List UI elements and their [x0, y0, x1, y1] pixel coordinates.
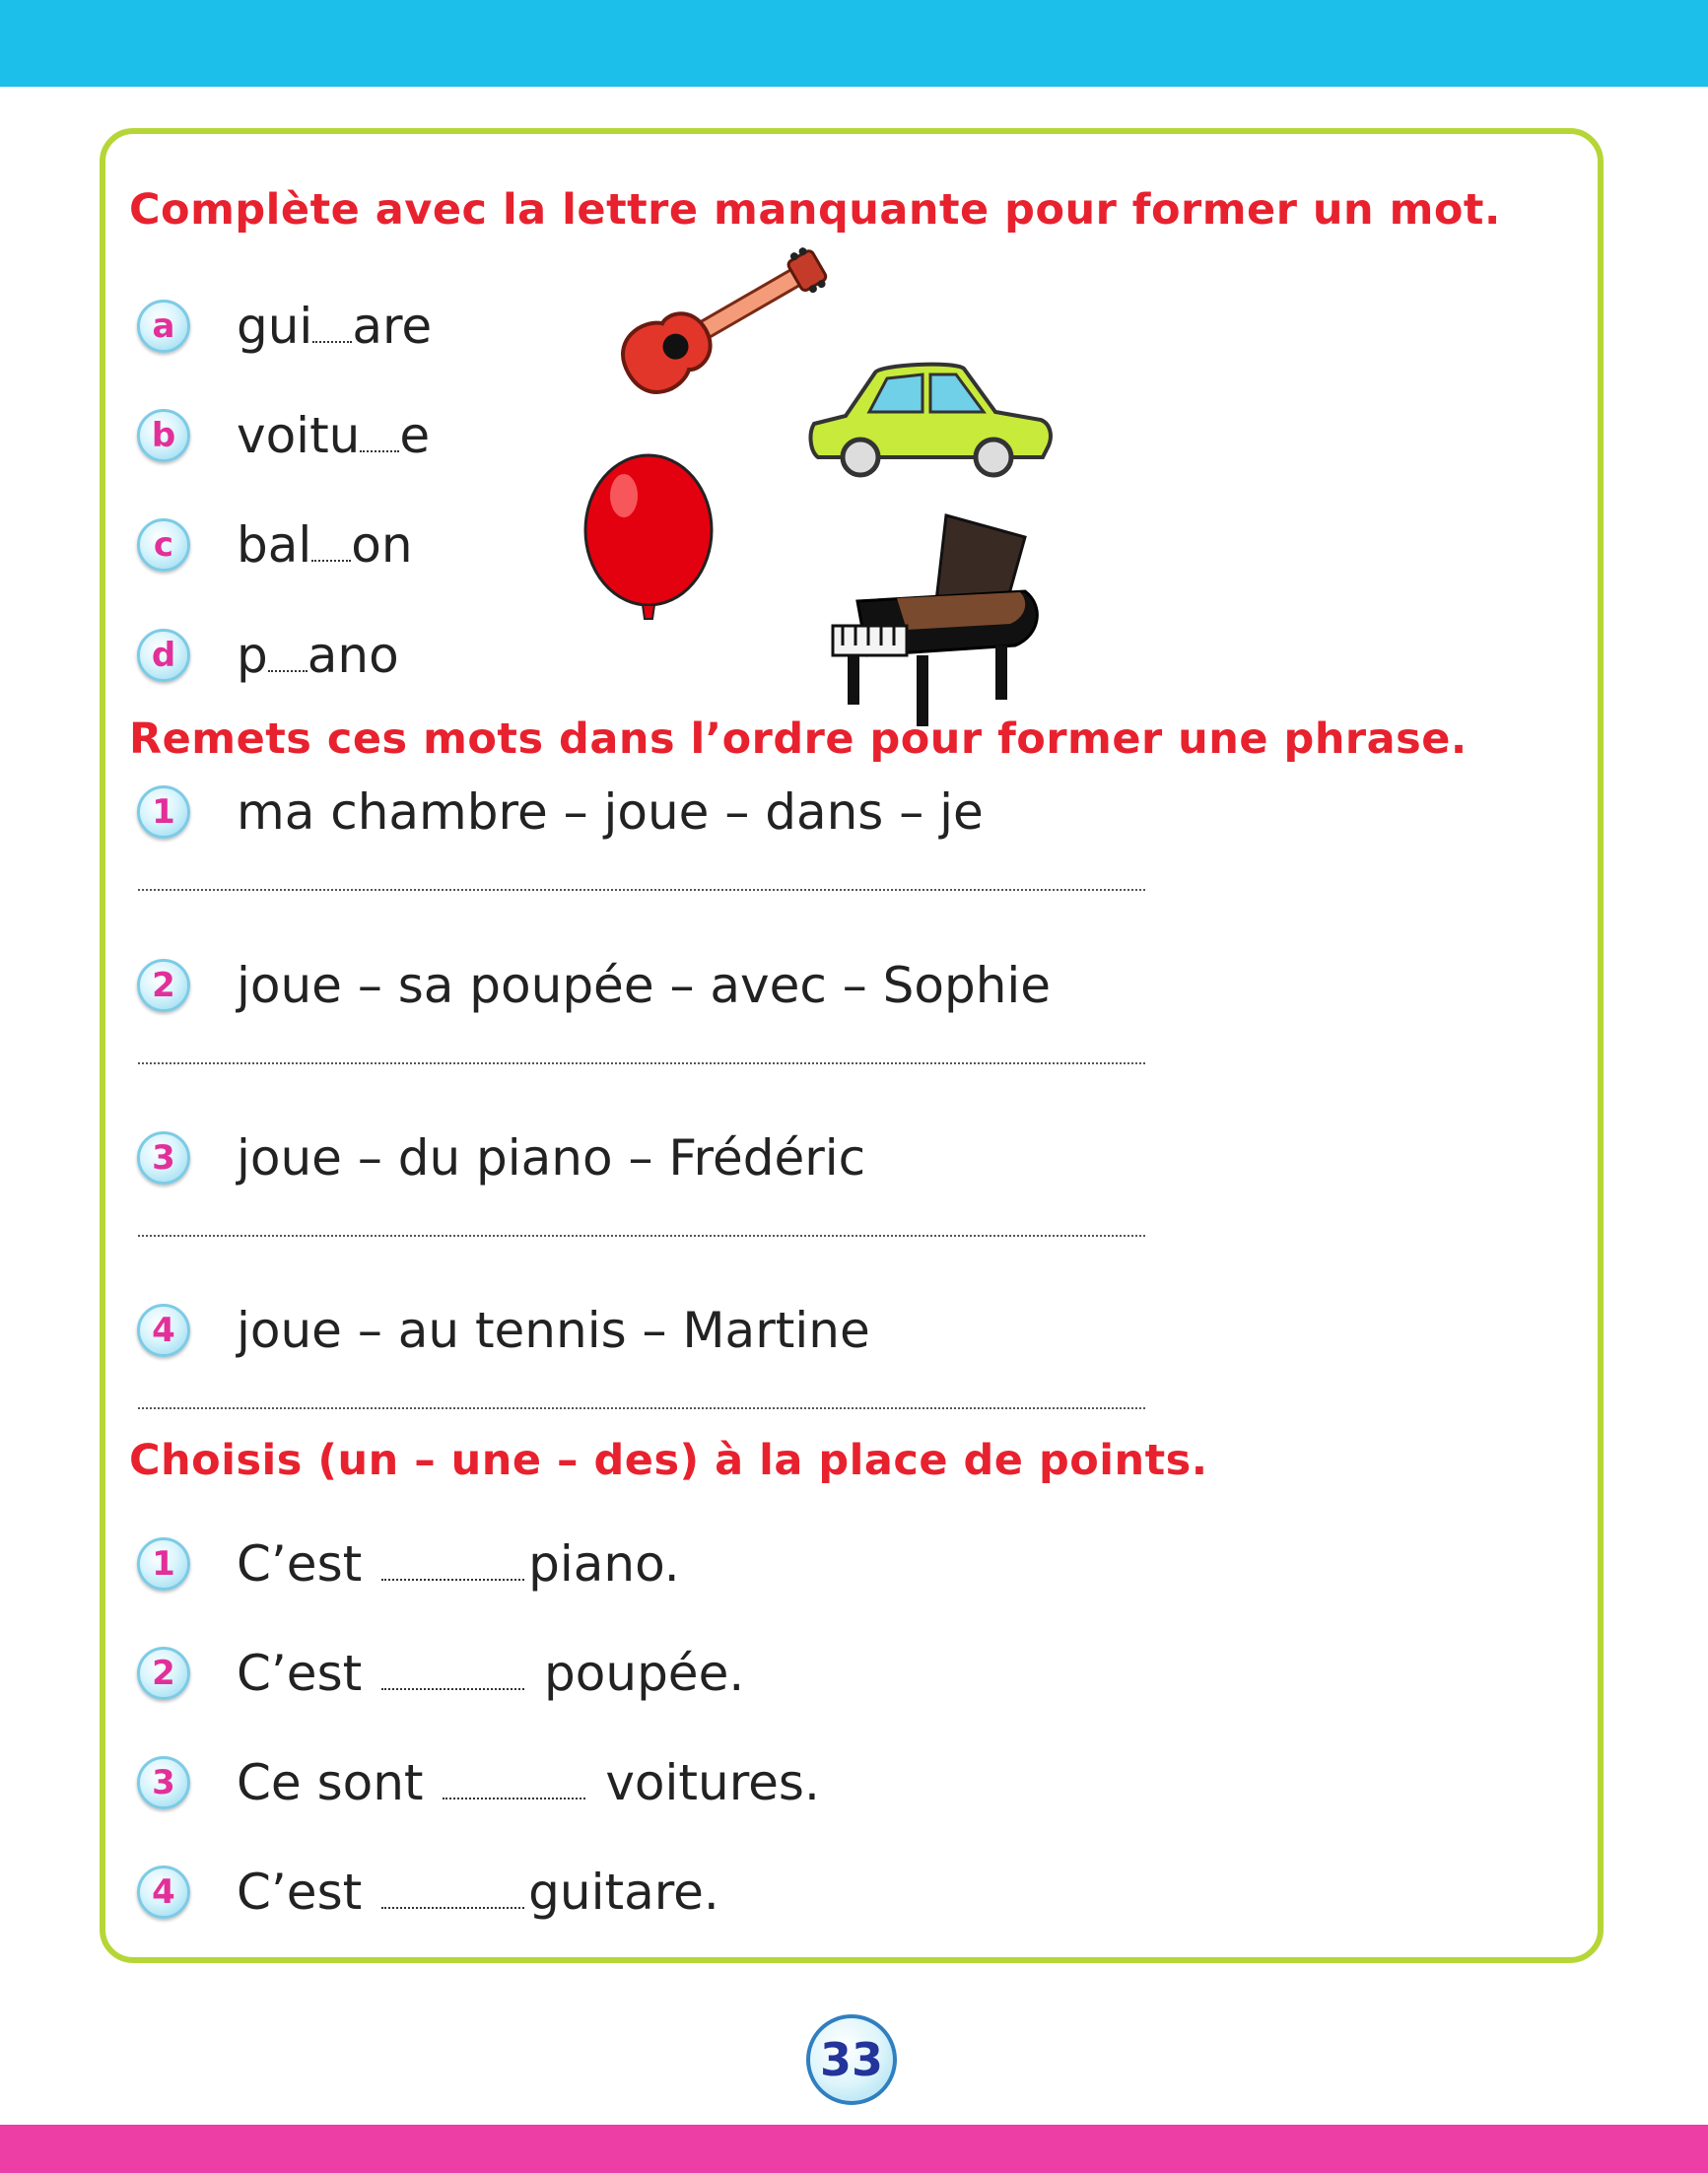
article-sentence-3	[237, 1754, 820, 1811]
article-blank[interactable]	[443, 1783, 585, 1800]
exercise2-instruction: Remets ces mots dans l’ordre pour former une phrase.	[129, 714, 1468, 764]
marker-badge-4: 4	[137, 1304, 190, 1357]
top-color-band	[0, 0, 1708, 87]
fill-word-d	[237, 627, 399, 684]
marker-badge-4: 4	[137, 1866, 190, 1919]
sentence-end: guitare.	[528, 1864, 719, 1921]
sentence-start: C’est	[237, 1645, 363, 1702]
sentence-start: Ce sont	[237, 1754, 424, 1811]
answer-line-4[interactable]	[138, 1407, 1145, 1409]
exercise1-instruction: Complète avec la lettre manquante pour former un mot.	[129, 185, 1501, 235]
word-end: e	[399, 407, 431, 464]
marker-badge-b: b	[137, 409, 190, 462]
marker-badge-2: 2	[137, 1647, 190, 1700]
marker-badge-d: d	[137, 629, 190, 682]
exercise3-instruction: Choisis (un – une – des) à la place de points.	[129, 1436, 1208, 1485]
missing-letter-blank[interactable]	[311, 545, 351, 562]
word-start: p	[237, 627, 268, 684]
article-blank[interactable]	[381, 1892, 524, 1909]
article-sentence-4	[237, 1864, 719, 1921]
missing-letter-blank[interactable]	[312, 326, 352, 343]
sentence-end: poupée.	[544, 1645, 745, 1702]
answer-line-3[interactable]	[138, 1235, 1145, 1237]
sentence-start: C’est	[237, 1535, 363, 1593]
marker-badge-c: c	[137, 518, 190, 572]
missing-letter-blank[interactable]	[268, 655, 307, 672]
marker-badge-3: 3	[137, 1131, 190, 1185]
marker-badge-2: 2	[137, 959, 190, 1012]
marker-badge-3: 3	[137, 1756, 190, 1809]
scrambled-sentence-1: ma chambre – joue – dans – je	[237, 783, 984, 841]
word-end: ano	[307, 627, 399, 684]
sentence-end: voitures.	[605, 1754, 820, 1811]
fill-word-b	[237, 407, 431, 464]
balloon-picture	[580, 451, 717, 629]
word-start: gui	[237, 298, 313, 355]
marker-badge-a: a	[137, 300, 190, 353]
marker-badge-1: 1	[137, 1537, 190, 1591]
answer-line-2[interactable]	[138, 1062, 1145, 1064]
word-end: on	[351, 516, 413, 574]
car-picture	[806, 355, 1058, 483]
fill-word-a	[237, 298, 433, 355]
word-start: voitu	[237, 407, 361, 464]
article-sentence-2	[237, 1645, 745, 1702]
word-end: are	[352, 298, 433, 355]
scrambled-sentence-3: joue – du piano – Frédéric	[237, 1129, 866, 1187]
article-blank[interactable]	[381, 1673, 524, 1690]
missing-letter-blank[interactable]	[360, 436, 399, 452]
fill-word-c	[237, 516, 413, 574]
sentence-start: C’est	[237, 1864, 363, 1921]
marker-badge-1: 1	[137, 785, 190, 839]
article-blank[interactable]	[381, 1564, 524, 1581]
scrambled-sentence-2: joue – sa poupée – avec – Sophie	[237, 957, 1052, 1014]
page-number: 33	[806, 2014, 897, 2105]
guitar-picture	[596, 246, 833, 404]
word-start: bal	[237, 516, 312, 574]
scrambled-sentence-4: joue – au tennis – Martine	[237, 1302, 870, 1359]
article-sentence-1	[237, 1535, 680, 1593]
sentence-end: piano.	[528, 1535, 680, 1593]
answer-line-1[interactable]	[138, 889, 1145, 891]
bottom-color-band	[0, 2125, 1708, 2173]
piano-picture	[828, 508, 1040, 729]
